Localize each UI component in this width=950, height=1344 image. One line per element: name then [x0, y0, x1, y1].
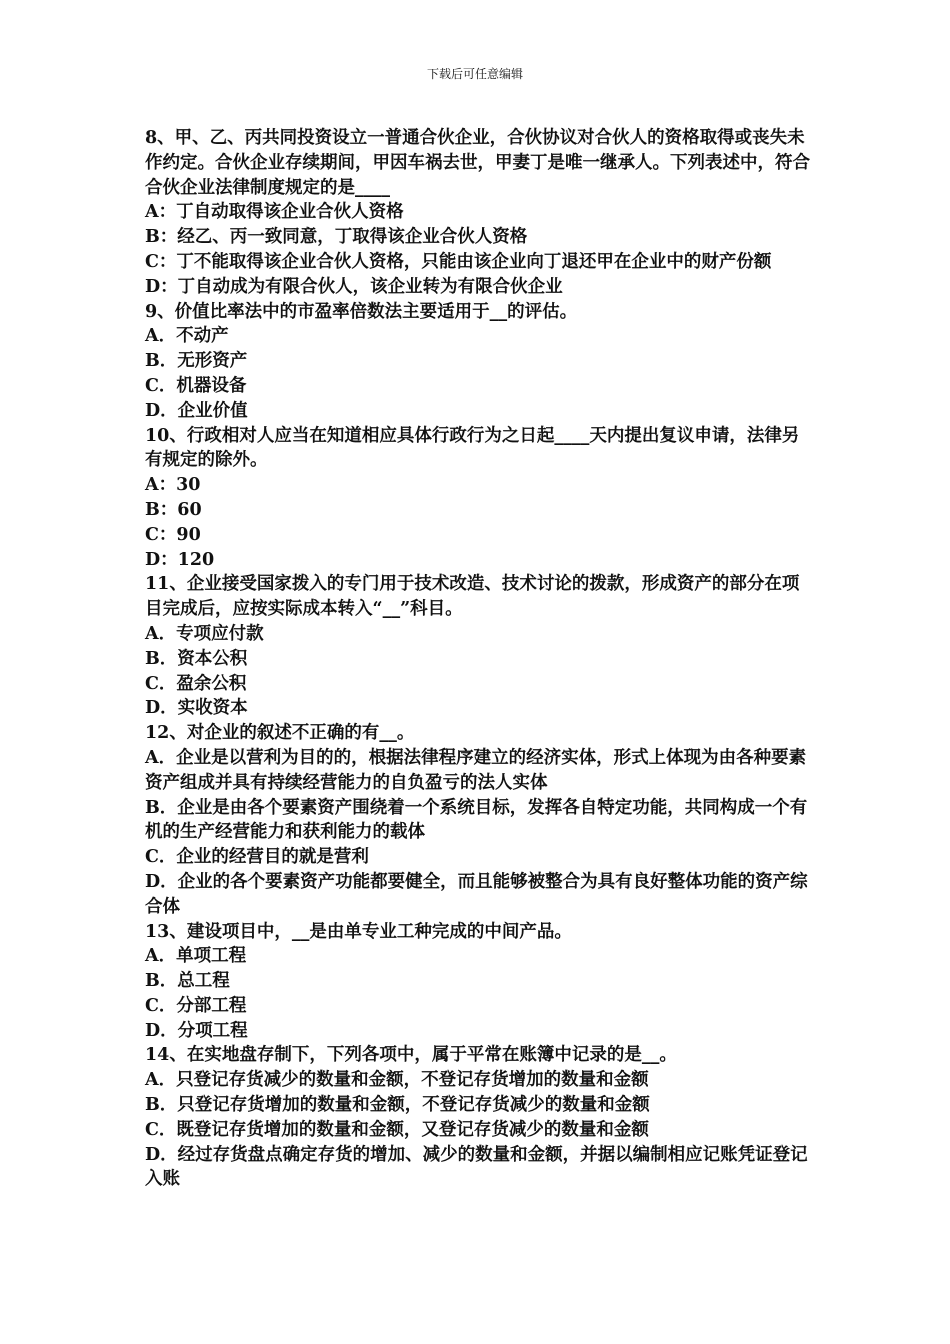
question-9-option-c: C．机器设备 — [145, 375, 247, 396]
question-9-option-b: B．无形资产 — [145, 351, 248, 372]
question-12-option-b: B．企业是由各个要素资产围绕着一个系统目标，发挥各自特定功能，共同构成一个有机的生产经营能力和获利能力的载体 — [145, 797, 808, 843]
question-10-option-a: A：30 — [145, 475, 201, 496]
question-14-option-d: D．经过存货盘点确定存货的增加、减少的数量和金额，并据以编制相应记账凭证登记入账 — [145, 1144, 808, 1190]
question-11-option-c: C．盈余公积 — [145, 673, 247, 694]
question-13-option-a: A．单项工程 — [145, 946, 247, 967]
question-10-option-d: D：120 — [145, 549, 215, 570]
question-9-stem: 9、价值比率法中的市盈率倍数法主要适用于__的评估。 — [145, 301, 578, 322]
question-13-option-b: B．总工程 — [145, 971, 230, 992]
question-8-option-c: C：丁不能取得该企业合伙人资格，只能由该企业向丁退还甲在企业中的财产份额 — [145, 251, 772, 272]
question-8-option-b: B：经乙、丙一致同意，丁取得该企业合伙人资格 — [145, 227, 528, 248]
question-13-stem: 13、建设项目中，__是由单专业工种完成的中间产品。 — [145, 921, 572, 942]
question-8-stem: 8、甲、乙、丙共同投资设立一普通合伙企业，合伙协议对合伙人的资格取得或丧失未作约定。合伙企业存续期间，甲因车祸去世，甲妻丁是唯一继承人。下列表述中，符合合伙企业法律制度规定的是____ — [145, 128, 810, 198]
page-header: 下载后可任意编辑 — [426, 67, 523, 81]
question-13-option-d: D．分项工程 — [145, 1020, 248, 1041]
question-9-option-a: A．不动产 — [145, 326, 229, 347]
question-11-option-b: B．资本公积 — [145, 648, 248, 669]
question-11-stem: 11、企业接受国家拨入的专门用于技术改造、技术讨论的拨款，形成资产的部分在项目完成后，应按实际成本转入“__”科目。 — [145, 574, 800, 620]
question-14-stem: 14、在实地盘存制下，下列各项中，属于平常在账簿中记录的是__。 — [145, 1045, 677, 1066]
question-13-option-c: C．分部工程 — [145, 995, 247, 1016]
question-10-option-c: C：90 — [145, 524, 201, 545]
question-10-stem: 10、行政相对人应当在知道相应具体行政行为之日起____天内提出复议申请，法律另有规定的除外。 — [145, 425, 800, 471]
question-14-option-a: A．只登记存货减少的数量和金额，不登记存货增加的数量和金额 — [145, 1070, 649, 1091]
question-12-option-d: D．企业的各个要素资产功能都要健全，而且能够被整合为具有良好整体功能的资产综合体 — [145, 871, 808, 917]
question-10-option-b: B：60 — [145, 499, 202, 520]
question-9-option-d: D．企业价值 — [145, 400, 248, 421]
question-8-option-d: D：丁自动成为有限合伙人，该企业转为有限合伙企业 — [145, 276, 563, 297]
question-12-option-a: A．企业是以营利为目的的，根据法律程序建立的经济实体，形式上体现为由各种要素资产组成并具有持续经营能力的自负盈亏的法人实体 — [145, 747, 807, 793]
question-14-option-c: C．既登记存货增加的数量和金额，又登记存货减少的数量和金额 — [145, 1119, 649, 1140]
question-14-option-b: B．只登记存货增加的数量和金额，不登记存货减少的数量和金额 — [145, 1095, 650, 1116]
document-body — [145, 126, 810, 1192]
question-8-option-a: A：丁自动取得该企业合伙人资格 — [145, 202, 404, 223]
question-12-option-c: C．企业的经营目的就是营利 — [145, 847, 369, 868]
question-11-option-d: D．实收资本 — [145, 698, 248, 719]
question-11-option-a: A．专项应付款 — [145, 623, 264, 644]
question-12-stem: 12、对企业的叙述不正确的有__。 — [145, 723, 415, 744]
